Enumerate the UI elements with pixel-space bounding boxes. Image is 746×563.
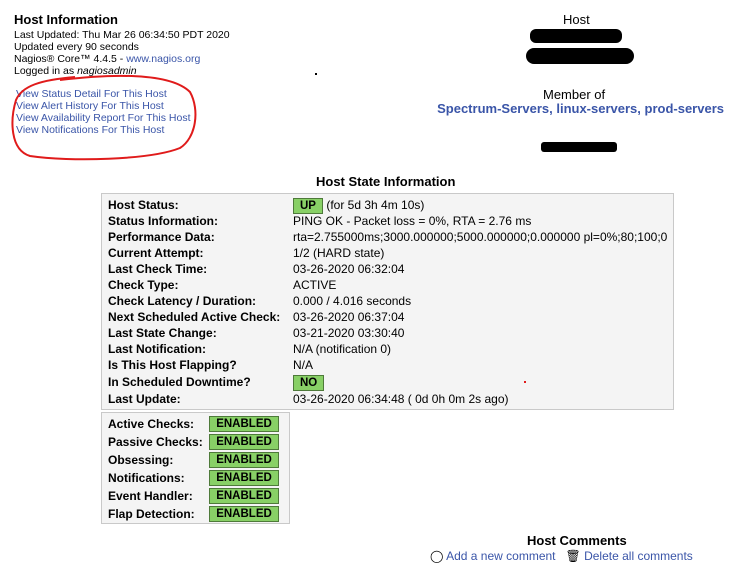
nagios-link[interactable]: www.nagios.org: [126, 53, 201, 65]
row-label: Next Scheduled Active Check:: [108, 310, 281, 324]
row-label: Check Type:: [108, 278, 179, 292]
add-comment-link[interactable]: Add a new comment: [446, 549, 556, 563]
table-row: [102, 452, 289, 469]
row-label: Current Attempt:: [108, 246, 204, 260]
logged-in-text: Logged in as: [14, 65, 78, 77]
info-title: Host Information: [14, 12, 118, 27]
table-row: [102, 262, 673, 278]
row-value: PING OK - Packet loss = 0%, RTA = 2.76 ms: [293, 214, 532, 228]
group-separator: ,: [637, 101, 645, 116]
state-title: Host State Information: [316, 174, 456, 189]
add-comment-icon[interactable]: ◯: [430, 549, 444, 563]
trash-icon[interactable]: 🗑: [565, 549, 581, 563]
row-value: 03-26-2020 06:34:48 ( 0d 0h 0m 2s ago): [293, 392, 509, 406]
group-separator: ,: [549, 101, 557, 116]
check-label: Obsessing:: [108, 453, 174, 467]
table-row: [102, 326, 673, 342]
row-value: N/A: [293, 358, 314, 372]
check-label: Event Handler:: [108, 489, 193, 503]
table-row: [102, 434, 289, 451]
row-label: Status Information:: [108, 214, 218, 228]
row-label: Host Status:: [108, 198, 179, 212]
redacted-host-address: [541, 142, 617, 152]
last-updated: Last Updated: Thu Mar 26 06:34:50 PDT 2020: [14, 29, 230, 41]
row-value: 03-26-2020 06:32:04: [293, 262, 405, 276]
row-label: Check Latency / Duration:: [108, 294, 257, 308]
table-row: [102, 488, 289, 505]
table-row: [102, 278, 673, 294]
table-row: [102, 198, 673, 214]
table-row: [102, 416, 289, 433]
row-label: Last Check Time:: [108, 262, 208, 276]
enabled-badge: ENABLED: [209, 452, 279, 468]
group-link[interactable]: Spectrum-Servers: [437, 101, 550, 116]
row-value: 03-26-2020 06:37:04: [293, 310, 405, 324]
row-value: ACTIVE: [293, 278, 337, 292]
link-status-detail[interactable]: View Status Detail For This Host: [16, 88, 167, 100]
enabled-badge: ENABLED: [209, 434, 279, 450]
table-row: [102, 294, 673, 310]
host-state-table: [101, 193, 674, 410]
check-label: Flap Detection:: [108, 507, 195, 521]
table-row: [102, 214, 673, 230]
group-link[interactable]: prod-servers: [644, 101, 724, 116]
link-alert-history[interactable]: View Alert History For This Host: [16, 100, 164, 112]
row-value: [293, 198, 424, 214]
table-row: [102, 470, 289, 487]
row-label: Last Update:: [108, 392, 181, 406]
table-row: [102, 230, 673, 246]
row-value: [293, 375, 324, 391]
check-label: Passive Checks:: [108, 435, 203, 449]
status-badge: UP: [293, 198, 323, 214]
table-row: [102, 246, 673, 262]
row-value: N/A (notification 0): [293, 342, 392, 356]
update-interval: Updated every 90 seconds: [14, 41, 139, 53]
check-label: Notifications:: [108, 471, 185, 485]
link-availability-report[interactable]: View Availability Report For This Host: [16, 112, 191, 124]
row-label: In Scheduled Downtime?: [108, 375, 251, 389]
table-row: [102, 506, 289, 523]
row-value: rta=2.755000ms;3000.000000;5000.000000;0.000000 pl=0%;80;100;0: [293, 230, 668, 244]
downtime-badge: NO: [293, 375, 324, 391]
nagios-version: [14, 53, 200, 65]
enabled-badge: ENABLED: [209, 506, 279, 522]
host-groups: [437, 101, 724, 116]
table-row: [102, 310, 673, 326]
row-value: 0.000 / 4.016 seconds: [293, 294, 412, 308]
redacted-host-alias: [526, 48, 634, 64]
group-link[interactable]: linux-servers: [556, 101, 638, 116]
enabled-badge: ENABLED: [209, 416, 279, 432]
logged-user: nagiosadmin: [77, 65, 137, 77]
comments-title: Host Comments: [527, 533, 627, 548]
delete-comments-link[interactable]: Delete all comments: [584, 549, 693, 563]
table-row: [102, 358, 673, 374]
table-row: [102, 342, 673, 358]
redacted-host-name: [530, 29, 622, 43]
checks-table: [101, 412, 290, 524]
link-notifications[interactable]: View Notifications For This Host: [16, 124, 165, 136]
host-heading: Host: [563, 12, 590, 27]
row-label: Last State Change:: [108, 326, 217, 340]
check-label: Active Checks:: [108, 417, 195, 431]
member-of-label: Member of: [543, 87, 606, 102]
row-value: 1/2 (HARD state): [293, 246, 385, 260]
table-row: [102, 392, 673, 408]
status-duration: (for 5d 3h 4m 10s): [322, 198, 425, 212]
row-label: Performance Data:: [108, 230, 215, 244]
enabled-badge: ENABLED: [209, 470, 279, 486]
nagios-version-text: Nagios® Core™ 4.4.5 -: [14, 53, 127, 65]
table-row: [102, 375, 673, 391]
stray-red-dot: [524, 381, 526, 383]
row-label: Last Notification:: [108, 342, 206, 356]
row-value: 03-21-2020 03:30:40: [293, 326, 405, 340]
logged-in: [14, 65, 137, 77]
comments-actions: [430, 549, 693, 563]
enabled-badge: ENABLED: [209, 488, 279, 504]
row-label: Is This Host Flapping?: [108, 358, 237, 372]
stray-dot: [315, 73, 317, 75]
